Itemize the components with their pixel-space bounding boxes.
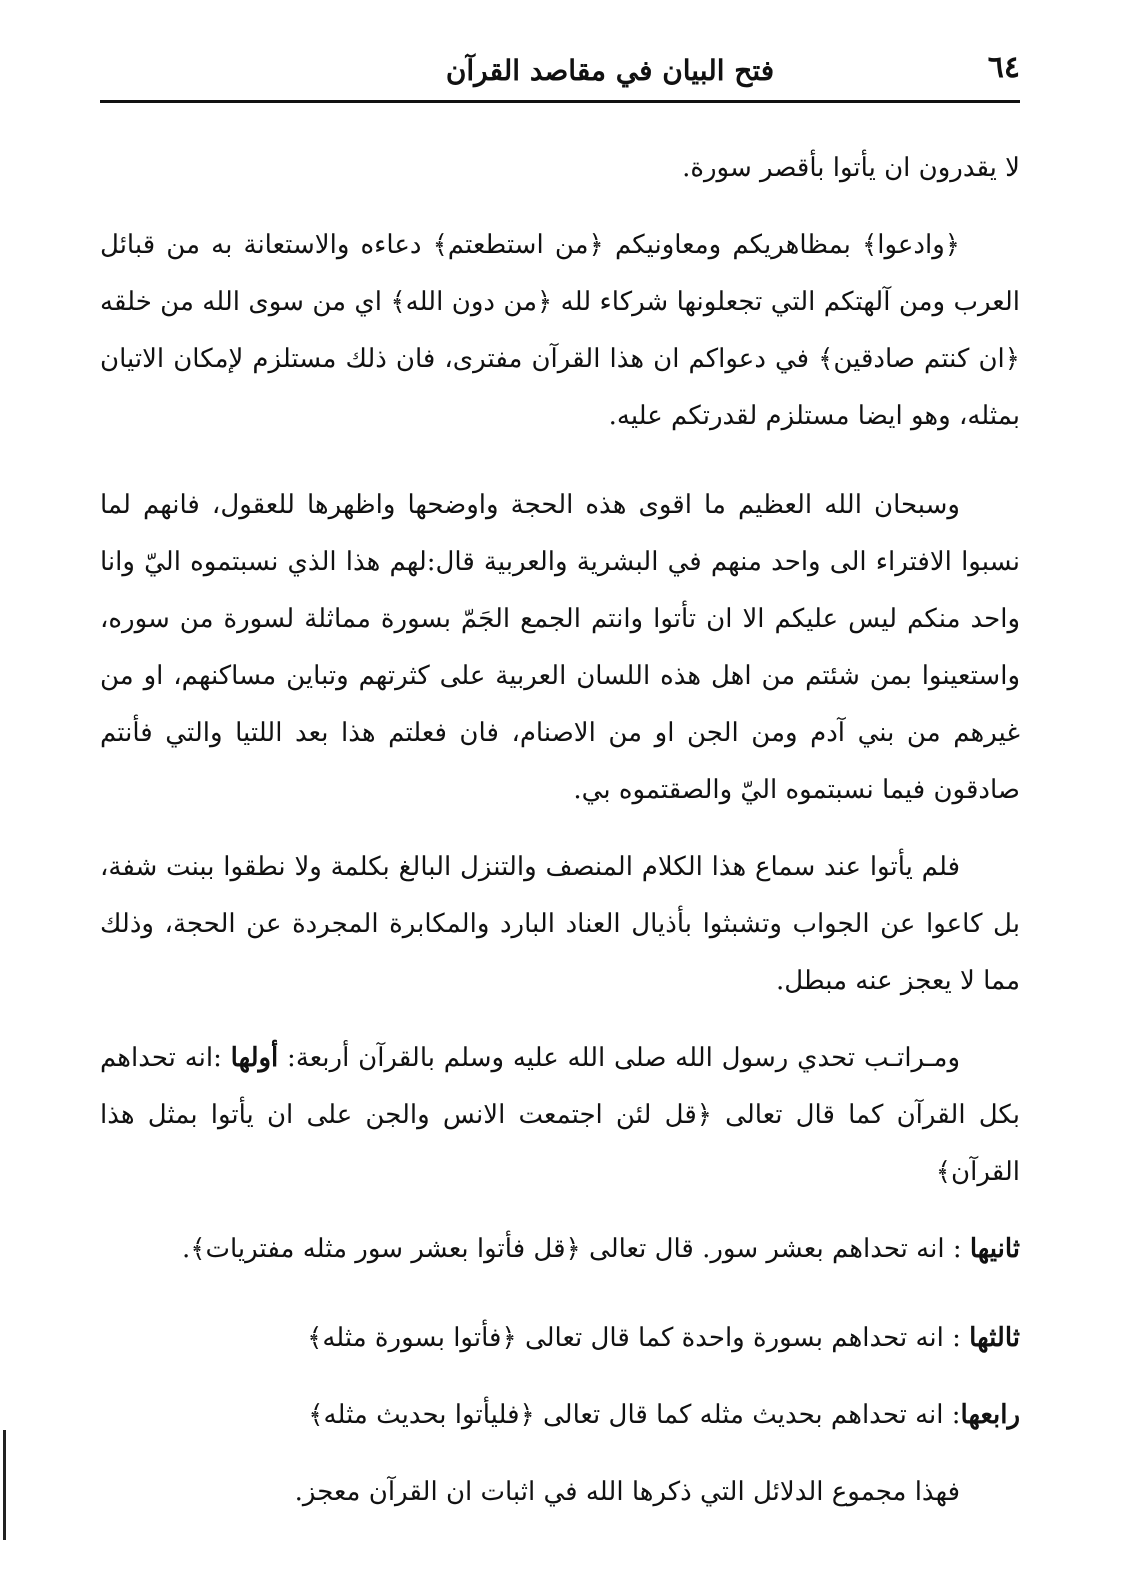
body-text bbox=[100, 140, 1020, 1541]
running-header bbox=[100, 50, 1020, 98]
paragraph-9: فهذا مجموع الدلائل التي ذكرها الله في اثبات ان القرآن معجز. bbox=[294, 1477, 960, 1507]
paragraph-6: ثانيها : انه تحداهم بعشر سور. قال تعالى ﴿قل فأتوا بعشر سور مثله مفتريات﴾. bbox=[182, 1234, 1020, 1264]
paragraph-4: فلم يأتوا عند سماع هذا الكلام المنصف والتنزل البالغ بكلمة ولا نطقوا ببنت شفة، بل كاعوا عن الجواب وتشبثوا بأذيال العناد البارد والمكابرة المجردة عن الحجة، وذلك مما لا يعجز عنه مبطل. bbox=[100, 852, 1020, 996]
paragraph-8: رابعها: انه تحداهم بحديث مثله كما قال تعالى ﴿فليأتوا بحديث مثله﴾ bbox=[308, 1400, 1020, 1430]
paragraph-3: وسبحان الله العظيم ما اقوى هذه الحجة واوضحها واظهرها للعقول، فانهم لما نسبوا الافتراء الى واحد منهم في البشرية والعربية قال:لهم هذا الذي نسبتموه اليّ وانا واحد منكم ليس عليكم الا ان تأتوا وانتم الجمع الجَمّ بسورة مماثلة لسورة من سوره، واستعينوا بمن شئتم من اهل هذه اللسان العربية على كثرتهم وتباين مساكنهم، او من غيرهم من بني آدم ومن الجن او من الاصنام، فان فعلتم هذا بعد اللتيا والتي فأنتم صادقون فيما نسبتموه اليّ والصقتموه بي. bbox=[100, 490, 1020, 805]
term-second: ثانيها bbox=[969, 1234, 1020, 1264]
page-number: ٦٤ bbox=[987, 50, 1020, 85]
scan-edge-mark bbox=[3, 1430, 6, 1540]
paragraph-7: ثالثها : انه تحداهم بسورة واحدة كما قال تعالى ﴿فأتوا بسورة مثله﴾ bbox=[307, 1323, 1020, 1353]
header-rule bbox=[100, 100, 1020, 103]
paragraph-5: ومـراتـب تحدي رسول الله صلى الله عليه وسلم بالقرآن أربعة: أولها :انه تحداهم بكل القرآن كما قال تعالى ﴿قل لئن اجتمعت الانس والجن على ان يأتوا بمثل هذا القرآن﴾ bbox=[100, 1043, 1020, 1187]
term-fourth: رابعها bbox=[960, 1400, 1020, 1430]
paragraph-1: لا يقدرون ان يأتوا بأقصر سورة. bbox=[682, 153, 1020, 183]
term-first: أولها bbox=[230, 1043, 279, 1073]
book-title: فتح البيان في مقاصد القرآن bbox=[445, 54, 775, 87]
paragraph-2: ﴿وادعوا﴾ بمظاهريكم ومعاونيكم ﴿من استطعتم﴾ دعاءه والاستعانة به من قبائل العرب ومن آلهتكم التي تجعلونها شركاء لله ﴿من دون الله﴾ اي من سوى الله من خلقه ﴿ان كنتم صادقين﴾ في دعواكم ان هذا القرآن مفترى، فان ذلك مستلزم لإمكان الاتيان بمثله، وهو ايضا مستلزم لقدرتكم عليه. bbox=[100, 230, 1020, 431]
term-third: ثالثها bbox=[969, 1323, 1020, 1353]
